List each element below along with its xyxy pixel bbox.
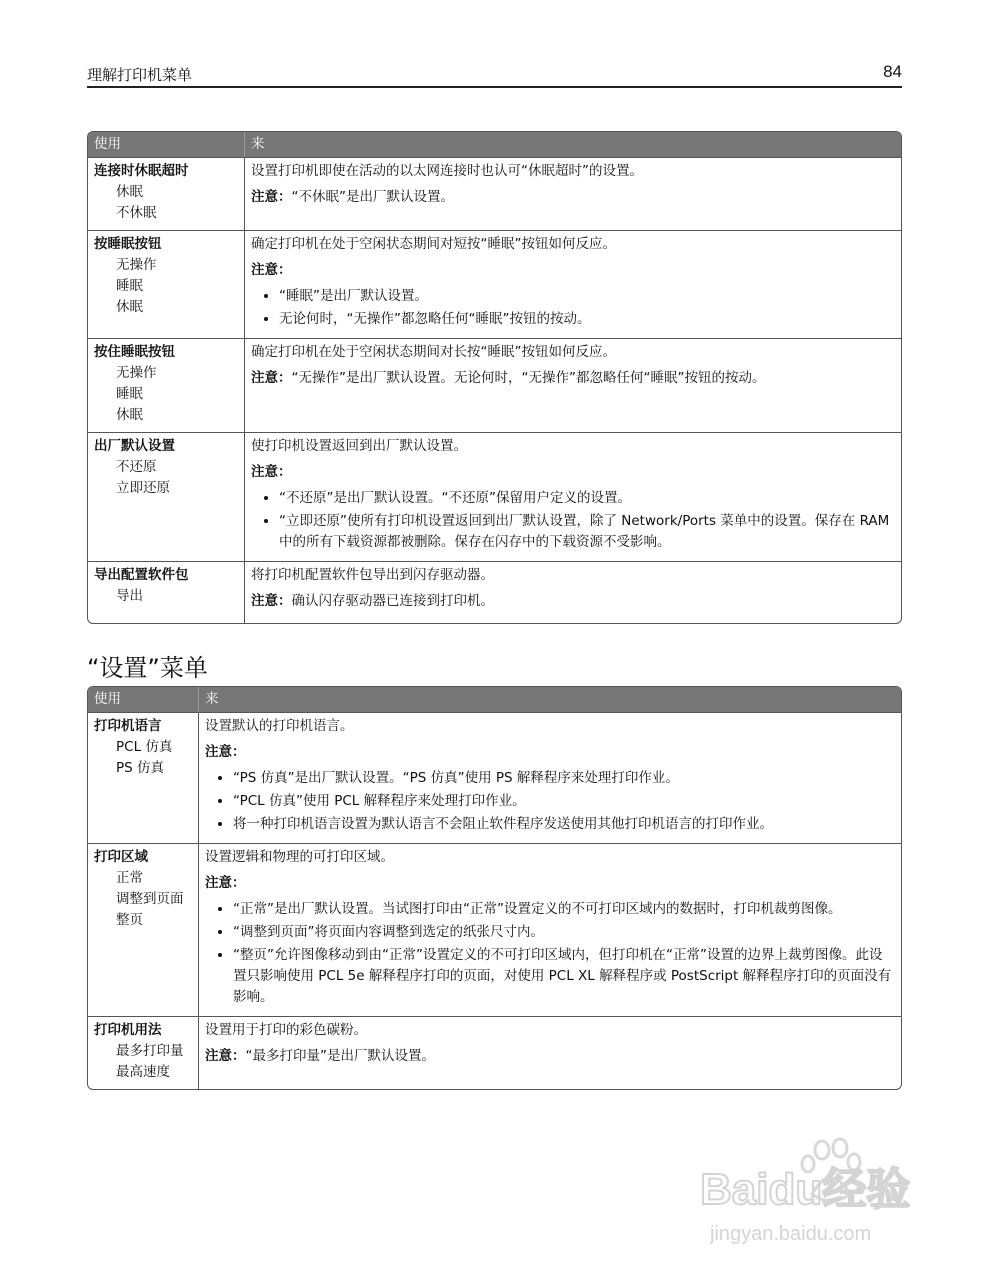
note-label: 注意： — [251, 262, 292, 278]
setting-option: 不休眠 — [116, 205, 157, 221]
setting-cell — [88, 712, 198, 843]
setting-cell — [88, 230, 244, 338]
running-title: 理解打印机菜单 — [87, 66, 193, 84]
note-label: 注意： — [251, 189, 292, 205]
note — [251, 260, 895, 281]
setting-option: 导出 — [116, 588, 143, 604]
note-item: • “不还原”是出厂默认设置。“不还原”保留用户定义的设置。 — [279, 488, 895, 509]
setting-title: 按住睡眠按钮 — [94, 344, 175, 360]
note-item: • “立即还原”使所有打印机设置返回到出厂默认设置，除了 Network/Ports 菜单中的设置。保存在 RAM 中的所有下载资源都被删除。保存在闪存中的下载资源不受影响。 — [279, 511, 895, 553]
setting-description: 确定打印机在处于空闲状态期间对长按“睡眠”按钮如何反应。 — [251, 344, 616, 360]
table-row — [88, 843, 901, 1016]
note-list — [251, 286, 895, 330]
note-label: 注意： — [205, 744, 246, 760]
setting-option: 睡眠 — [116, 386, 143, 402]
table-row — [88, 338, 901, 432]
setting-description: 设置逻辑和物理的可打印区域。 — [205, 849, 394, 865]
description-cell — [244, 561, 901, 623]
setting-title: 打印机语言 — [94, 718, 162, 734]
setting-option: 正常 — [116, 870, 143, 886]
table-header-row — [88, 687, 901, 712]
setting-cell — [88, 338, 244, 432]
table-row — [88, 712, 901, 843]
setting-option: 休眠 — [116, 299, 143, 315]
setting-option: 休眠 — [116, 407, 143, 423]
setting-option: PCL 仿真 — [116, 739, 173, 755]
table-row — [88, 561, 901, 623]
setting-description: 设置默认的打印机语言。 — [205, 718, 354, 734]
note-text: “无操作”是出厂默认设置。无论何时，“无操作”都忽略任何“睡眠”按钮的按动。 — [291, 370, 766, 386]
note-item: • “PCL 仿真”使用 PCL 解释程序来处理打印作业。 — [233, 791, 895, 812]
note-item: • 无论何时，“无操作”都忽略任何“睡眠”按钮的按动。 — [279, 309, 895, 330]
note — [251, 462, 895, 483]
setting-option: 最高速度 — [116, 1064, 170, 1080]
note-item: • 将一种打印机语言设置为默认语言不会阻止软件程序发送使用其他打印机语言的打印作业。 — [233, 814, 895, 835]
page-header — [87, 62, 902, 88]
note-item: • “PS 仿真”是出厂默认设置。“PS 仿真”使用 PS 解释程序来处理打印作业。 — [233, 768, 895, 789]
section-heading: “设置”菜单 — [87, 654, 208, 682]
setting-title: 打印机用法 — [94, 1022, 162, 1038]
setting-option: 调整到页面 — [116, 891, 184, 907]
column-header-to: 来 — [244, 132, 901, 157]
setting-option: 休眠 — [116, 184, 143, 200]
note-label: 注意： — [251, 464, 292, 480]
setting-option: 不还原 — [116, 459, 157, 475]
setting-description: 将打印机配置软件包导出到闪存驱动器。 — [251, 567, 494, 583]
column-header-use: 使用 — [88, 132, 244, 157]
baidu-jingyan-watermark — [700, 1132, 930, 1252]
setting-option: 最多打印量 — [116, 1043, 184, 1059]
note-label: 注意： — [205, 1048, 246, 1064]
note-label: 注意： — [205, 875, 246, 891]
note-item: • “睡眠”是出厂默认设置。 — [279, 286, 895, 307]
note — [251, 368, 895, 389]
settings-menu-table — [87, 686, 902, 1090]
column-header-use: 使用 — [88, 687, 198, 712]
watermark-url: jingyan.baidu.com — [710, 1223, 872, 1245]
setting-cell — [88, 157, 244, 230]
setting-title: 连接时休眠超时 — [94, 163, 189, 179]
setting-title: 出厂默认设置 — [94, 438, 175, 454]
watermark-brand: Baidu经验 — [700, 1165, 911, 1214]
setting-option: 无操作 — [116, 257, 157, 273]
setting-option: 整页 — [116, 912, 143, 928]
setting-title: 按睡眠按钮 — [94, 236, 162, 252]
table-row — [88, 157, 901, 230]
note — [251, 591, 895, 612]
setting-option: PS 仿真 — [116, 760, 165, 776]
description-cell — [244, 338, 901, 432]
note — [205, 742, 895, 763]
setting-description: 使打印机设置返回到出厂默认设置。 — [251, 438, 467, 454]
column-header-to: 来 — [198, 687, 901, 712]
note-item: • “调整到页面”将页面内容调整到选定的纸张尺寸内。 — [233, 922, 895, 943]
description-cell — [244, 230, 901, 338]
setting-cell — [88, 843, 198, 1016]
note — [205, 873, 895, 894]
setting-description: 设置打印机即使在活动的以太网连接时也认可“休眠超时”的设置。 — [251, 163, 643, 179]
description-cell — [198, 843, 901, 1016]
note — [205, 1046, 895, 1067]
table-row — [88, 432, 901, 561]
setting-description: 确定打印机在处于空闲状态期间对短按“睡眠”按钮如何反应。 — [251, 236, 616, 252]
setting-cell — [88, 1016, 198, 1089]
page-number: 84 — [883, 62, 902, 81]
note-list — [205, 768, 895, 835]
setting-cell — [88, 561, 244, 623]
note-label: 注意： — [251, 593, 292, 609]
setting-description: 设置用于打印的彩色碳粉。 — [205, 1022, 367, 1038]
description-cell — [244, 157, 901, 230]
table-row — [88, 230, 901, 338]
setting-option: 立即还原 — [116, 480, 170, 496]
note-label: 注意： — [251, 370, 292, 386]
setting-option: 睡眠 — [116, 278, 143, 294]
description-cell — [198, 1016, 901, 1089]
power-settings-table — [87, 131, 902, 624]
setting-title: 打印区域 — [94, 849, 148, 865]
note-list — [205, 899, 895, 1008]
note-list — [251, 488, 895, 553]
note-text: 确认闪存驱动器已连接到打印机。 — [291, 593, 494, 609]
setting-cell — [88, 432, 244, 561]
note-item: • “整页”允许图像移动到由“正常”设置定义的不可打印区域内，但打印机在“正常”设置的边界上裁剪图像。此设置只影响使用 PCL 5e 解释程序打印的页面，对使用 PCL XL 解释程序或 PostScript 解释程序打印的页面没有影响。 — [233, 945, 895, 1008]
description-cell — [198, 712, 901, 843]
description-cell — [244, 432, 901, 561]
setting-option: 无操作 — [116, 365, 157, 381]
note-text: “不休眠”是出厂默认设置。 — [291, 189, 454, 205]
setting-title: 导出配置软件包 — [94, 567, 189, 583]
note-item: • “正常”是出厂默认设置。当试图打印由“正常”设置定义的不可打印区域内的数据时，打印机裁剪图像。 — [233, 899, 895, 920]
table-row — [88, 1016, 901, 1089]
note — [251, 187, 895, 208]
table-header-row — [88, 132, 901, 157]
note-text: “最多打印量”是出厂默认设置。 — [245, 1048, 435, 1064]
